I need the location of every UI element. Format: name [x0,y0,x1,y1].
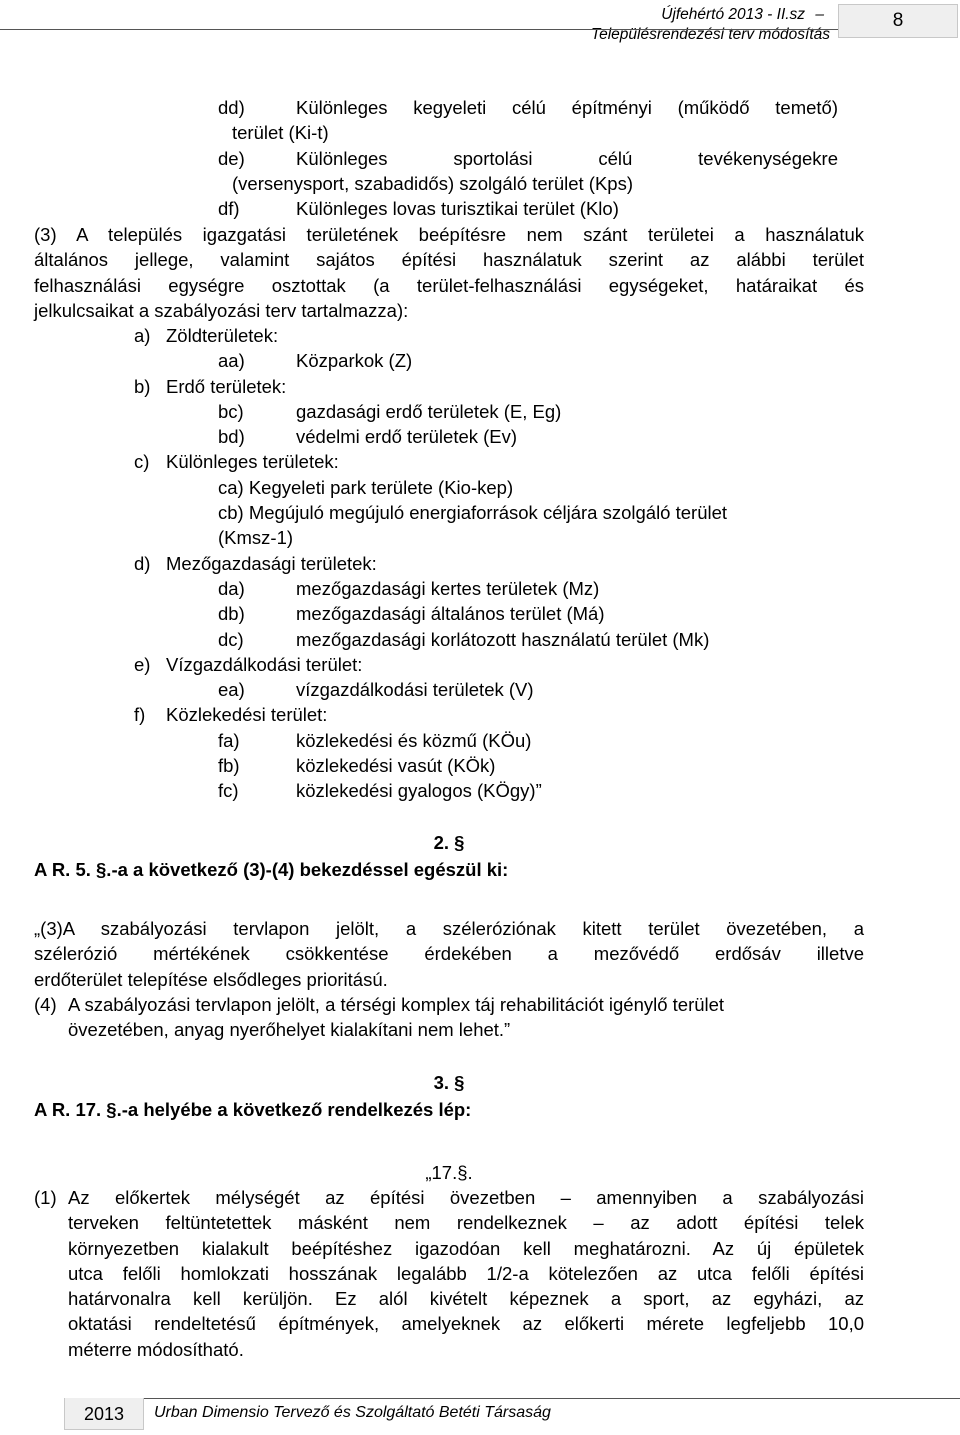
section-3-paragraph-1 [34,1185,864,1362]
category-item: fc) közlekedési gyalogos (KÖgy)” [218,780,542,802]
section-3-heading: A R. 17. §.-a helyébe a következő rendelkezés lép: [34,1099,472,1120]
section-2-paragraph-line: szélerózió mértékének csökkentése érdekében a mezővédő erdősáv illetve [34,943,864,965]
section-3-paragraph-line: méterre módosítható. [68,1338,244,1360]
section-2-paragraph-3 [34,916,864,992]
paragraph-3-line: felhasználási egységre osztottak (a terület-felhasználási egységeket, határaikat és [34,274,864,296]
section-2-paragraph-line: A szabályozási tervlapon jelölt, a térségi komplex táj rehabilitációt igénylő terület [68,994,725,1015]
list-item-de-continuation: (versenysport, szabadidős) szolgáló terület (Kps) [232,172,634,194]
list-item-df: df) Különleges lovas turisztikai terület (Klo) [218,198,619,220]
section-2-paragraph-4 [34,992,864,1043]
list-item-dd-continuation: terület (Ki-t) [232,122,329,144]
footer-year: 2013 [64,1398,144,1430]
category-item: aa) Közparkok (Z) [218,350,413,372]
category-e: e) Vízgazdálkodási terület: [134,653,363,675]
list-item-dd: dd) Különleges kegyeleti célú építményi (működő temető) [218,97,838,118]
category-item: ea) vízgazdálkodási területek (V) [218,679,534,701]
section-2-number: 2. § [433,832,465,853]
section-3-paragraph-line: határvonalra kell kerüljön. Ez alól kivételt képeznek a sport, az egyházi, az [68,1288,864,1310]
category-item: fb) közlekedési vasút (KÖk) [218,755,496,777]
category-item: ca) Kegyeleti park területe (Kio-kep) [218,476,514,498]
header-divider [0,29,838,30]
paragraph-3 [34,222,864,323]
paragraph-1-label: (1) [34,1187,57,1208]
category-d: d) Mezőgazdasági területek: [134,552,377,574]
section-2-paragraph-line: erdőterület telepítése elsődleges prioritású. [34,968,388,990]
category-item: db) mezőgazdasági általános terület (Má) [218,603,605,625]
section-2-heading: A R. 5. §.-a a következő (3)-(4) bekezdéssel egészül ki: [34,859,509,880]
list-item-de: de) Különleges sportolási célú tevékenységekre [218,147,838,169]
section-3-quote-number: „17.§. [425,1162,473,1183]
footer-company: Urban Dimensio Tervező és Szolgáltató Betéti Társaság [154,1404,551,1421]
section-3-paragraph-line: Az előkertek mélységét az építési övezetben – amennyiben a szabályozási [68,1187,864,1208]
category-c: c) Különleges területek: [134,451,339,473]
page-number: 8 [838,4,958,38]
category-item-continuation: (Kmsz-1) [218,527,294,549]
section-2-paragraph-line: övezetében, anyag nyerőhelyet kialakítani nem lehet.” [68,1019,511,1041]
category-item: dc) mezőgazdasági korlátozott használatú terület (Mk) [218,628,710,650]
list-top [218,95,838,221]
section-3-paragraph-line: környezetben kialakult beépítéshez igazodóan kell meghatározni. Az új épületek [68,1237,864,1259]
page-header-title [530,5,830,45]
category-item: fa) közlekedési és közmű (KÖu) [218,729,532,751]
header-title-right: Településrendezési terv módosítás [591,26,830,43]
section-3-paragraph-line: oktatási rendeltetésű építmények, amelyeknek az előkerti mérete legfeljebb 10,0 [68,1313,864,1335]
category-a: a) Zöldterületek: [134,325,279,346]
section-3-paragraph-line: terveken feltüntetettek másként nem rendelkeznek – az adott építési telek [68,1212,864,1234]
category-item: cb) Megújuló megújuló energiaforrások céljára szolgáló terület [218,502,728,524]
paragraph-4-label: (4) [34,994,57,1015]
paragraph-3-line: jelkulcsaikat a szabályozási terv tartalmazza): [34,299,409,321]
header-title-separator: – [815,6,824,23]
section-3-paragraph-line: utca felőli homlokzati hosszának legalább 1/2-a kötelezően az utca felőli építési [68,1262,864,1284]
paragraph-3-line: általános jellege, valamint sajátos építési használatuk szerint az alábbi terület [34,249,864,271]
category-item: bd) védelmi erdő területek (Ev) [218,426,518,448]
category-b: b) Erdő területek: [134,375,287,397]
section-2-paragraph-line: „(3)A szabályozási tervlapon jelölt, a széleróziónak kitett terület övezetében, a [34,918,864,939]
land-use-categories [134,323,834,804]
header-title-left: Újfehértó 2013 - II.sz [661,6,806,23]
category-item: bc) gazdasági erdő területek (E, Eg) [218,400,562,422]
section-3-number: 3. § [433,1072,465,1093]
category-f: f) Közlekedési terület: [134,704,328,726]
paragraph-3-line: (3) A település igazgatási területének beépítésre nem szánt területei a használatuk [34,224,864,245]
footer-divider [80,1398,960,1399]
category-item: da) mezőgazdasági kertes területek (Mz) [218,577,600,599]
